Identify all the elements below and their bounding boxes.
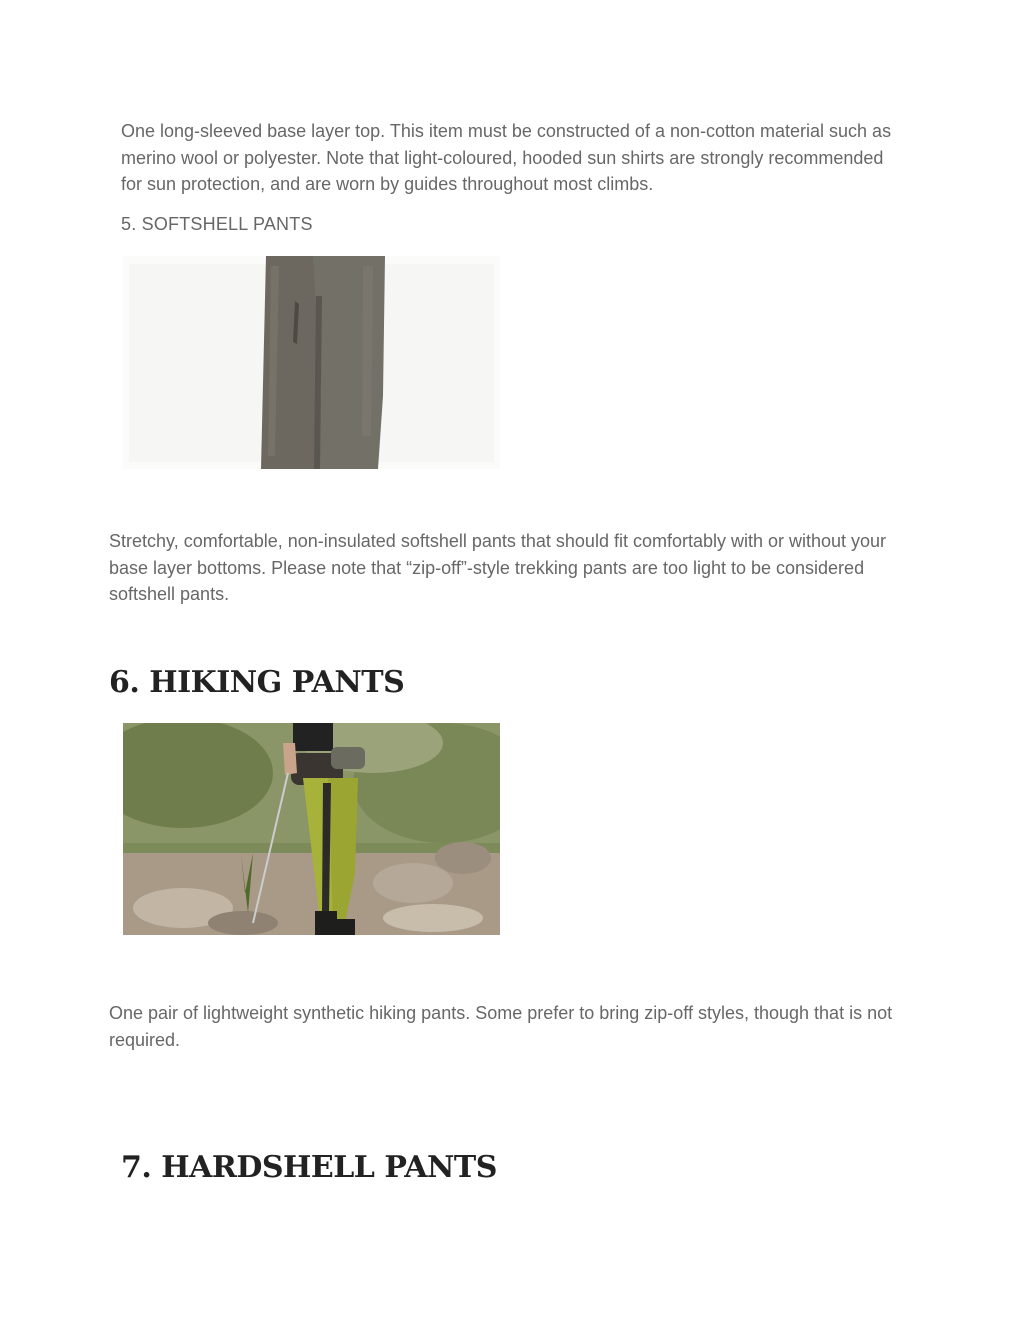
softshell-pants-label: 5. SOFTSHELL PANTS	[121, 214, 313, 234]
softshell-pants-photo-icon	[123, 256, 500, 469]
base-layer-paragraph: One long-sleeved base layer top. This item must be constructed of a non-cotton material such as merino wool or polyester. Note that light-coloured, hooded sun shirts are strongly recommended for sun protection, and are worn by guides throughout most climbs.	[121, 121, 892, 195]
hardshell-pants-heading: 7. HARDSHELL PANTS	[121, 1150, 497, 1185]
hiking-pants-image	[123, 723, 500, 935]
hiking-paragraph: One pair of lightweight synthetic hiking pants. Some prefer to bring zip-off styles, though that is not required.	[109, 1003, 893, 1050]
hiking-pants-heading: 6. HIKING PANTS	[109, 665, 405, 700]
softshell-pants-image	[123, 256, 500, 469]
hiking-pants-photo-icon	[123, 723, 500, 935]
softshell-paragraph: Stretchy, comfortable, non-insulated softshell pants that should fit comfortably with or without your base layer bottoms. Please note that “zip-off”-style trekking pants are too light to be considered softshell pants.	[109, 531, 887, 605]
